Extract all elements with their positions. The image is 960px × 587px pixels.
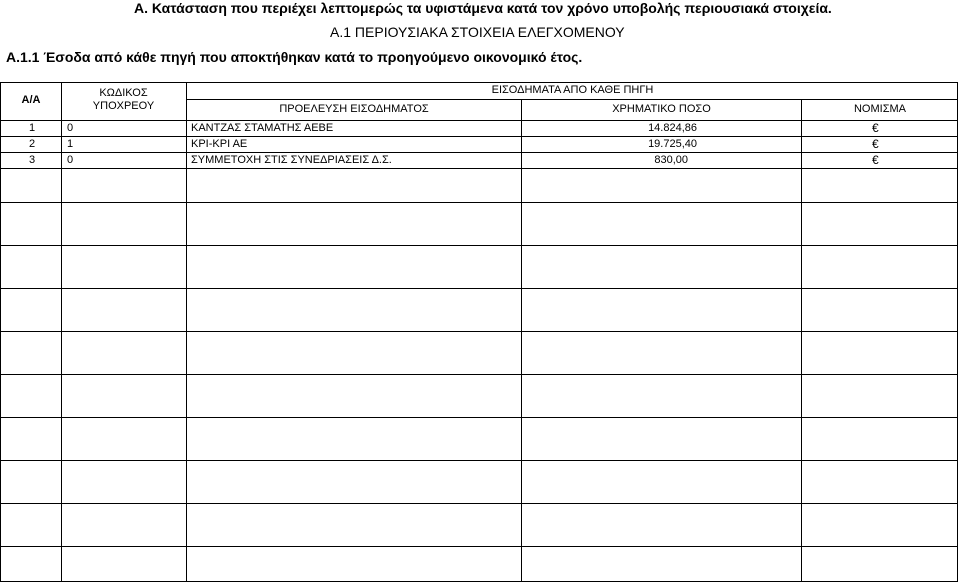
row-border [1,503,957,504]
header-bottom-border [1,120,957,121]
column-divider [186,82,187,582]
row-1-aa: 1 [29,122,36,134]
row-border [1,288,957,289]
row-border [1,331,957,332]
column-header-code-line2: ΥΠΟΧΡΕΟΥ [92,100,155,112]
column-header-currency: ΝΟΜΙΣΜΑ [853,103,907,115]
row-3-code: 0 [67,154,74,166]
row-border [1,202,957,203]
table-bottom-border [1,581,957,582]
row-3-source: ΣΥΜΜΕΤΟΧΗ ΣΤΙΣ ΣΥΝΕΔΡΙΑΣΕΙΣ Δ.Σ. [191,154,392,166]
row-1-code: 0 [67,122,74,134]
row-border [1,168,957,169]
column-header-amount: ΧΡΗΜΑΤΙΚΟ ΠΟΣΟ [612,103,711,115]
income-table [0,82,958,582]
row-3-aa: 3 [29,154,36,166]
row-border [1,136,957,137]
row-border [1,417,957,418]
row-1-amount: 14.824,86 [648,122,697,134]
group-header: ΕΙΣΟΔΗΜΑΤΑ ΑΠΟ ΚΑΘΕ ΠΗΓΗ [491,84,654,96]
row-border [1,546,957,547]
row-3-currency: € [872,153,879,167]
row-1-currency: € [872,121,879,135]
column-header-code-line1: ΚΩΔΙΚΟΣ [99,87,148,99]
column-divider [801,99,802,582]
row-border [1,374,957,375]
subsection-title: Α.1.1 Έσοδα από κάθε πηγή που αποκτήθηκαν κατά το προηγούμενο οικονομικό έτος. [6,49,583,65]
row-3-amount: 830,00 [654,154,688,166]
document-title: Α. Κατάσταση που περιέχει λεπτομερώς τα υφιστάμενα κατά τον χρόνο υποβολής περιουσιακά στοιχεία. [134,0,832,16]
section-title: Α.1 ΠΕΡΙΟΥΣΙΑΚΑ ΣΤΟΙΧΕΙΑ ΕΛΕΓΧΟΜΕΝΟΥ [330,24,625,40]
row-2-source: ΚΡΙ-ΚΡΙ ΑΕ [191,138,248,150]
row-2-amount: 19.725,40 [648,138,697,150]
row-2-code: 1 [67,138,74,150]
row-border [1,152,957,153]
row-2-currency: € [872,137,879,151]
row-2-aa: 2 [29,138,36,150]
row-border [1,245,957,246]
table-top-border [1,82,957,83]
column-divider [521,99,522,582]
column-header-source: ΠΡΟΕΛΕΥΣΗ ΕΙΣΟΔΗΜΑΤΟΣ [279,103,429,115]
column-header-aa: Α/Α [21,94,41,106]
column-divider [61,82,62,582]
row-1-source: ΚΑΝΤΖΑΣ ΣΤΑΜΑΤΗΣ ΑΕΒΕ [191,122,334,134]
group-header-divider [187,99,958,100]
row-border [1,460,957,461]
